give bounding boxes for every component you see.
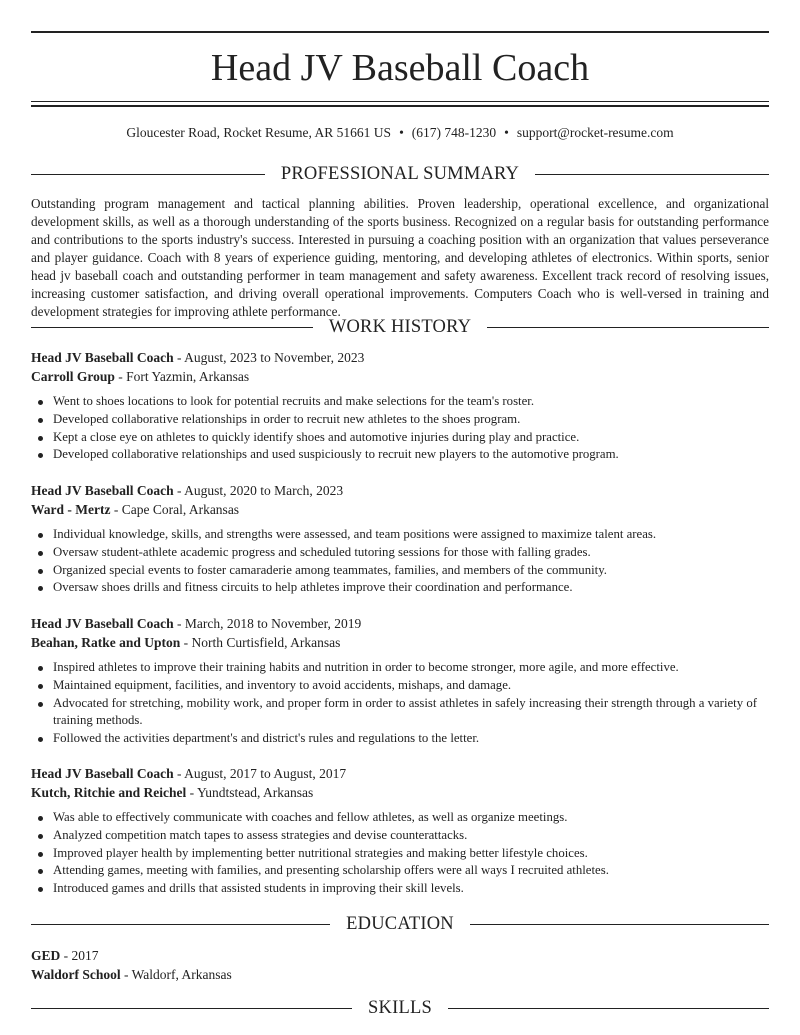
job-bullet: Went to shoes locations to look for potential recruits and make selections for the team's roster. [31,393,769,411]
job-location: - Cape Coral, Arkansas [110,502,240,517]
job-bullet: Attending games, meeting with families, and presenting scholarship offers were all ways I recruited athletes. [31,862,769,880]
job-company: Beahan, Ratke and Upton [31,635,181,650]
job-bullet: Developed collaborative relationships in order to recruit new athletes to the shoes program. [31,411,769,429]
job-title-line [31,764,769,783]
job-title: Head JV Baseball Coach [31,350,174,365]
contact-address: Gloucester Road, Rocket Resume, AR 51661 US [126,125,392,140]
job-company: Carroll Group [31,369,115,384]
education-school: Waldorf School [31,967,121,982]
education-degree-line [31,946,769,965]
education-school-line [31,965,769,984]
divider [31,924,330,925]
divider [448,1008,769,1009]
contact-phone[interactable]: (617) 748-1230 [411,125,497,140]
job-dates: - March, 2018 to November, 2019 [173,616,362,631]
job-bullet: Individual knowledge, skills, and strengths were assessed, and team positions were assigned to maximize talent areas. [31,526,769,544]
job-bullet: Inspired athletes to improve their training habits and nutrition in order to become stronger, more agile, and more effective. [31,659,769,677]
job-company-line [31,633,769,652]
job-bullet: Kept a close eye on athletes to quickly identify shoes and automotive injuries during play and practice. [31,429,769,447]
job-bullet: Analyzed competition match tapes to assess strategies and devise counterattacks. [31,827,769,845]
job-entry [31,481,769,597]
job-bullets [31,393,769,464]
job-dates: - August, 2023 to November, 2023 [173,350,365,365]
section-heading-label: PROFESSIONAL SUMMARY [280,164,520,184]
section-heading-label: SKILLS [368,998,432,1018]
section-heading-skills [31,996,769,1020]
job-title-line [31,614,769,633]
job-bullets [31,809,769,898]
section-heading-label: WORK HISTORY [328,317,472,337]
job-bullet: Developed collaborative relationships and used suspiciously to recruit new players to the automotive program. [31,446,769,464]
job-bullet: Followed the activities department's and district's rules and regulations to the letter. [31,730,769,748]
job-company-line [31,367,769,386]
job-bullet: Organized special events to foster camaraderie among teammates, families, and members of the community. [31,562,769,580]
top-rule [31,31,769,33]
job-company: Kutch, Ritchie and Reichel [31,785,187,800]
education-year: - 2017 [60,948,99,963]
section-heading-work-history [31,315,769,339]
title-double-rule [31,101,769,107]
job-bullet: Oversaw student-athlete academic progress and scheduled tutoring sessions for those with falling grades. [31,544,769,562]
education-entry [31,946,769,984]
job-bullet: Improved player health by implementing better nutritional strategies and making better lifestyle choices. [31,845,769,863]
contact-email[interactable]: support@rocket-resume.com [516,125,674,140]
divider [487,327,769,328]
summary-text: Outstanding program management and tactical planning abilities. Proven leadership, operational excellence, and organizational development skills, as well as a thorough understanding of the sports business. Recognized on a regular basis for outstanding performance and contributions to the sports industry's success. Interested in pursuing a coaching position with an organization that values perseverance and player guidance. Coach with 8 years of experience guiding, mentoring, and developing athletes of electronics. Within sports, senior head jv baseball coach and outstanding performer in team management and safety awareness. Excellent track record of resolving issues, increasing customer satisfaction, and driving overall operational improvements. Computers Coach who is well-versed in training and development strategies for improving athlete performance. [31,196,769,319]
divider [470,924,769,925]
job-entry [31,348,769,464]
job-location: - Fort Yazmin, Arkansas [114,369,250,384]
education-location: - Waldorf, Arkansas [120,967,232,982]
job-dates: - August, 2017 to August, 2017 [173,766,347,781]
job-bullet: Advocated for stretching, mobility work, and proper form in order to assist athletes in safely increasing their strength through a variety of training methods. [31,695,769,731]
job-bullet: Oversaw shoes drills and fitness circuits to help athletes improve their coordination and performance. [31,579,769,597]
job-title-line [31,348,769,367]
job-bullets [31,659,769,748]
job-location: - Yundtstead, Arkansas [186,785,314,800]
education-degree: GED [31,948,61,963]
job-bullet: Maintained equipment, facilities, and inventory to avoid accidents, mishaps, and damage. [31,677,769,695]
job-bullet: Introduced games and drills that assisted students in improving their skill levels. [31,880,769,898]
job-entry [31,614,769,748]
job-title: Head JV Baseball Coach [31,483,174,498]
section-heading-label: EDUCATION [346,914,454,934]
divider [31,1008,352,1009]
section-heading-education [31,912,769,936]
contact-separator: • [399,125,404,140]
section-heading-summary [31,162,769,186]
divider [31,327,313,328]
job-company-line [31,783,769,802]
divider [31,174,265,175]
job-location: - North Curtisfield, Arkansas [180,635,341,650]
job-bullet: Was able to effectively communicate with coaches and fellow athletes, as well as organize meetings. [31,809,769,827]
contact-separator: • [504,125,509,140]
job-title: Head JV Baseball Coach [31,616,174,631]
job-entry [31,764,769,898]
job-title: Head JV Baseball Coach [31,766,174,781]
contact-line [31,124,769,142]
job-title-line [31,481,769,500]
job-company-line [31,500,769,519]
resume-title: Head JV Baseball Coach [210,47,590,89]
divider [535,174,769,175]
job-company: Ward - Mertz [31,502,111,517]
job-dates: - August, 2020 to March, 2023 [173,483,344,498]
job-bullets [31,526,769,597]
